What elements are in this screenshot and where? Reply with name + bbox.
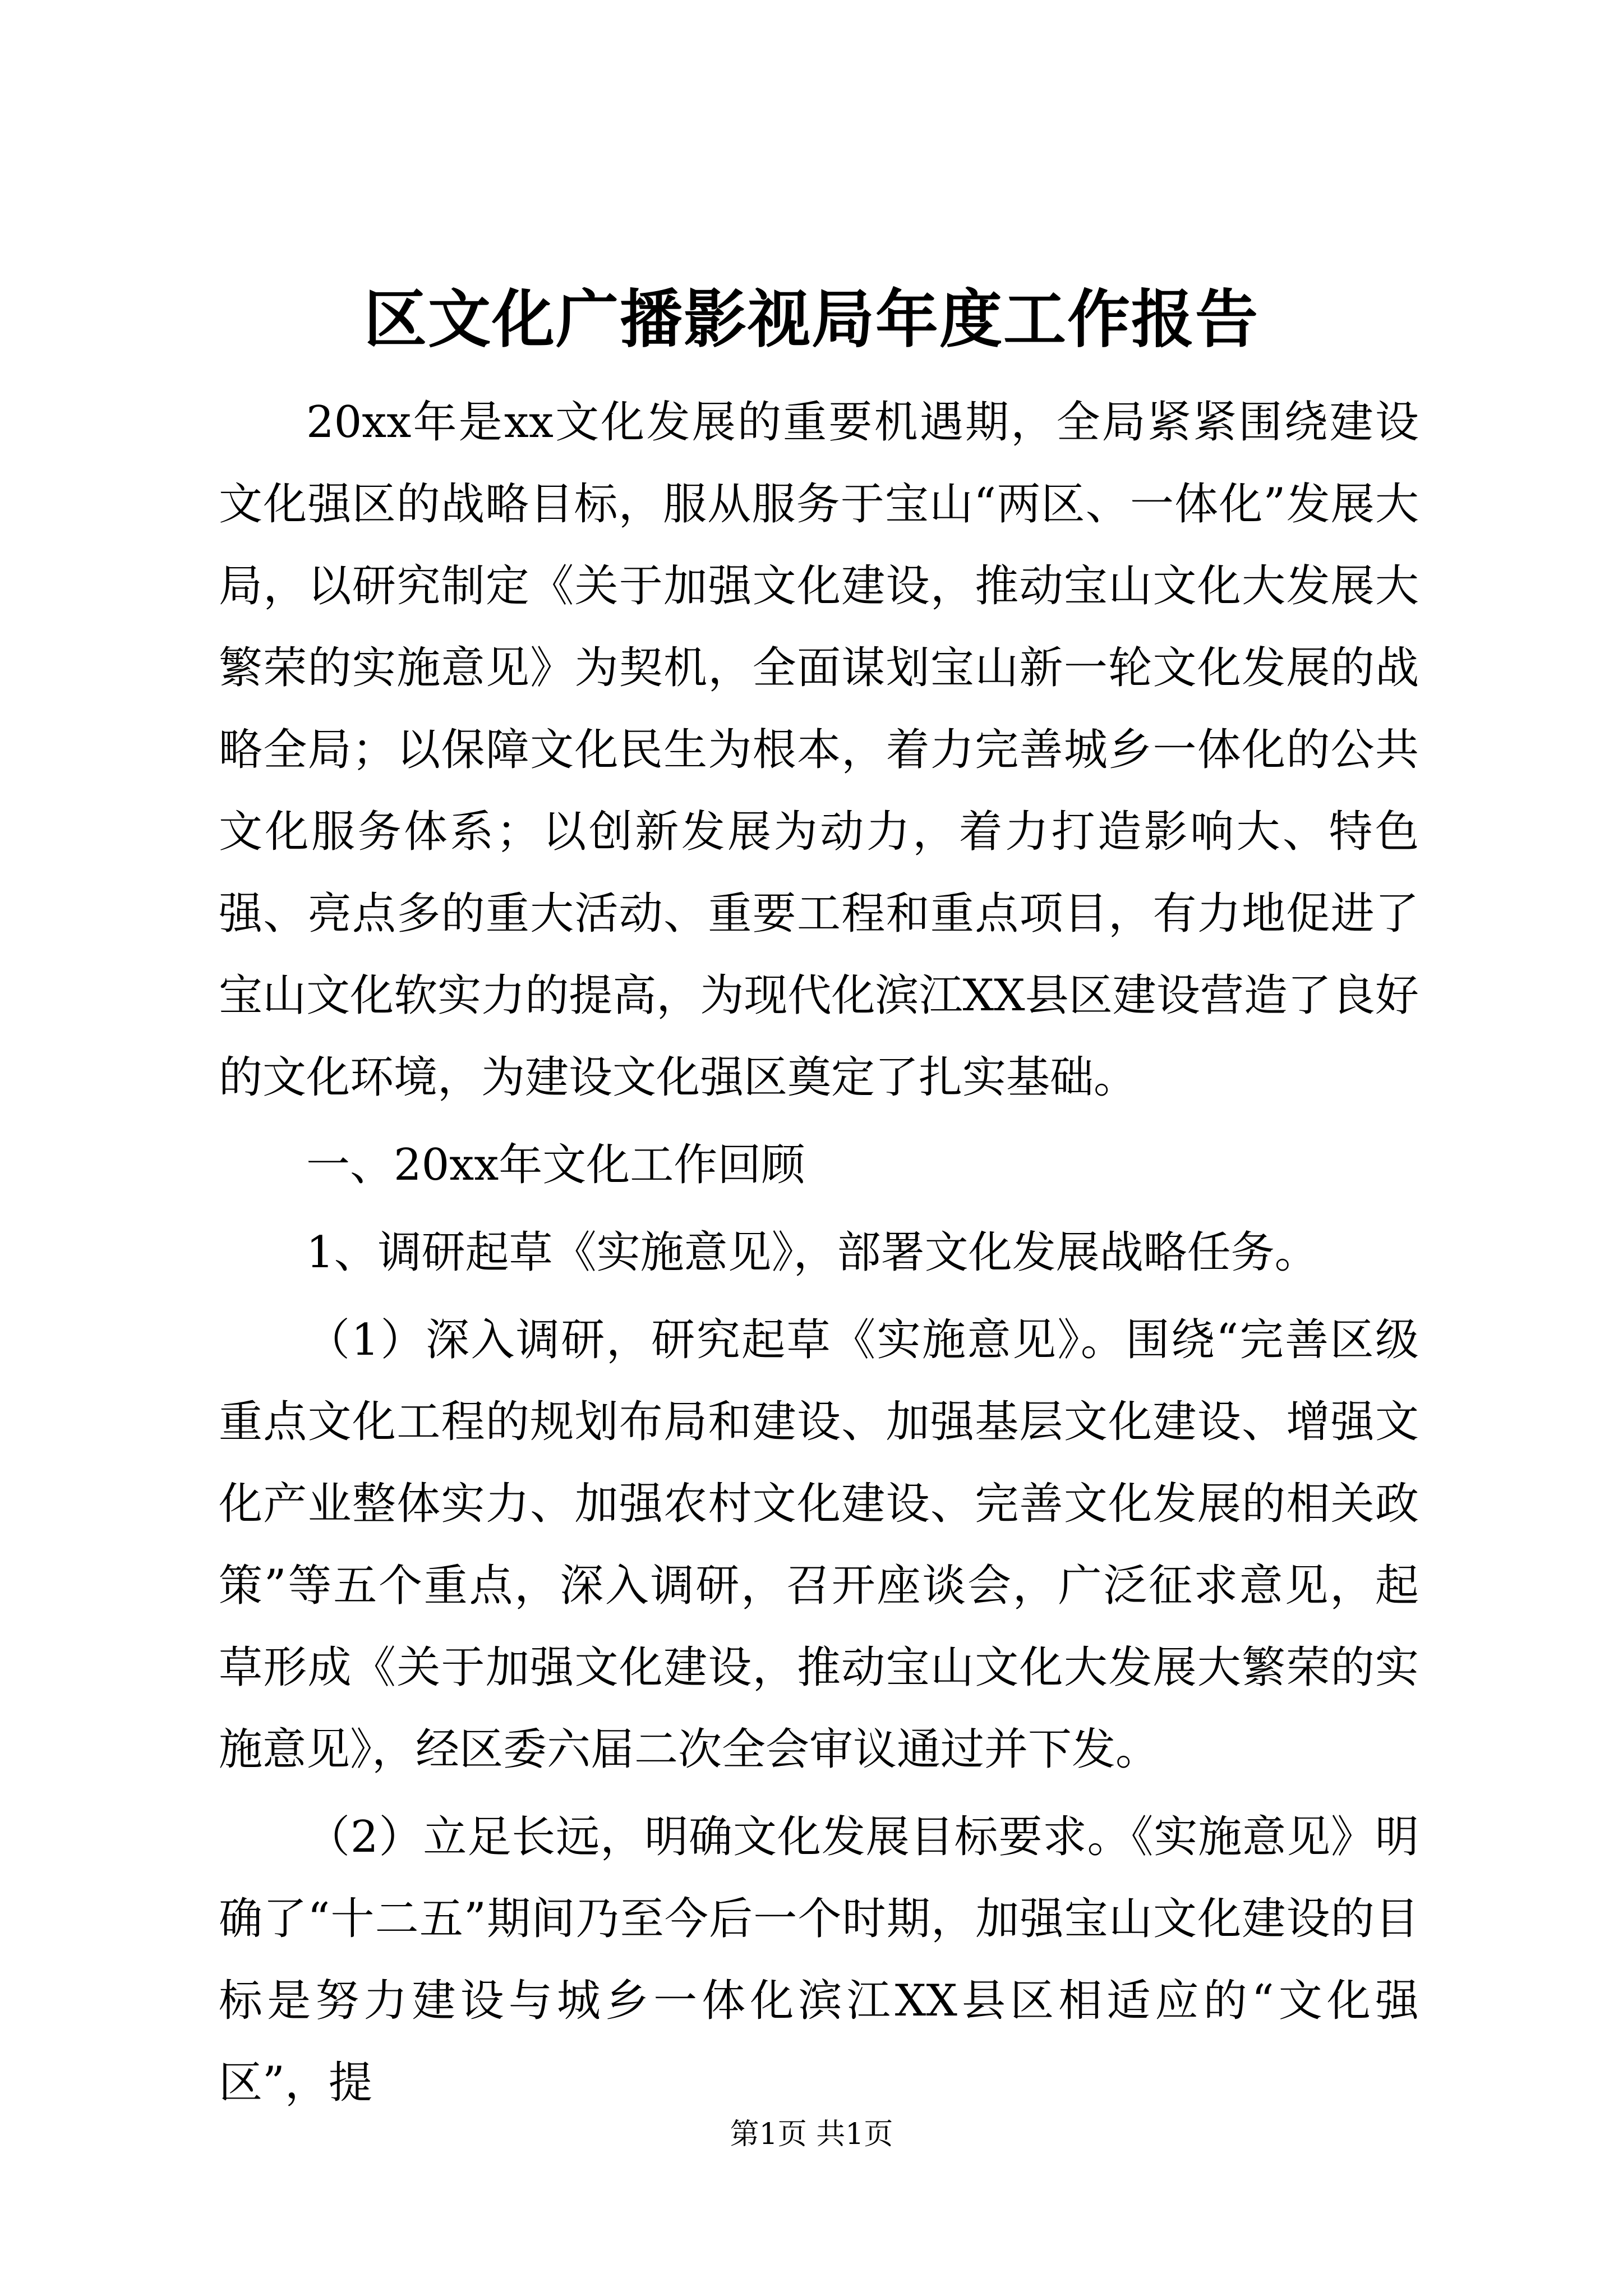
subsection-heading: 1、调研起草《实施意见》，部署文化发展战略任务。 [306,1227,1318,1278]
document-title: 区文化广播影视局年度工作报告 [364,283,1259,356]
paragraph-intro: 20xx年是xx文化发展的重要机遇期，全局紧紧围绕建设文化强区的战略目标，服从服务于宝山“两区、一体化”发展大局，以研究制定《关于加强文化建设，推动宝山文化大发展大繁荣的实施意见》为契机，全面谋划宝山新一轮文化发展的战略全局；以保障文化民生为根本，着力完善城乡一体化的公共文化服务体系；以创新发展为动力，着力打造影响大、特色强、亮点多的重大活动、重要工程和重点项目，有力地促进了宝山文化软实力的提高，为现代化滨江XX县区建设营造了良好的文化环境，为建设文化强区奠定了扎实基础。 [219,397,1419,1103]
document-body [219,381,1419,2124]
page-footer: 第1页 共1页 [730,2118,893,2151]
paragraph-item-2: （2）立足长远，明确文化发展目标要求。《实施意见》明确了“十二五”期间乃至今后一个时期，加强宝山文化建设的目标是努力建设与城乡一体化滨江XX县区相适应的“文化强区”，提 [219,1812,1419,2108]
section-heading: 一、20xx年文化工作回顾 [306,1140,805,1190]
paragraph-item-1: （1）深入调研，研究起草《实施意见》。围绕“完善区级重点文化工程的规划布局和建设、加强基层文化建设、增强文化产业整体实力、加强农村文化建设、完善文化发展的相关政策”等五个重点，深入调研，召开座谈会，广泛征求意见，起草形成《关于加强文化建设，推动宝山文化大发展大繁荣的实施意见》，经区委六届二次全会审议通过并下发。 [219,1315,1419,1775]
